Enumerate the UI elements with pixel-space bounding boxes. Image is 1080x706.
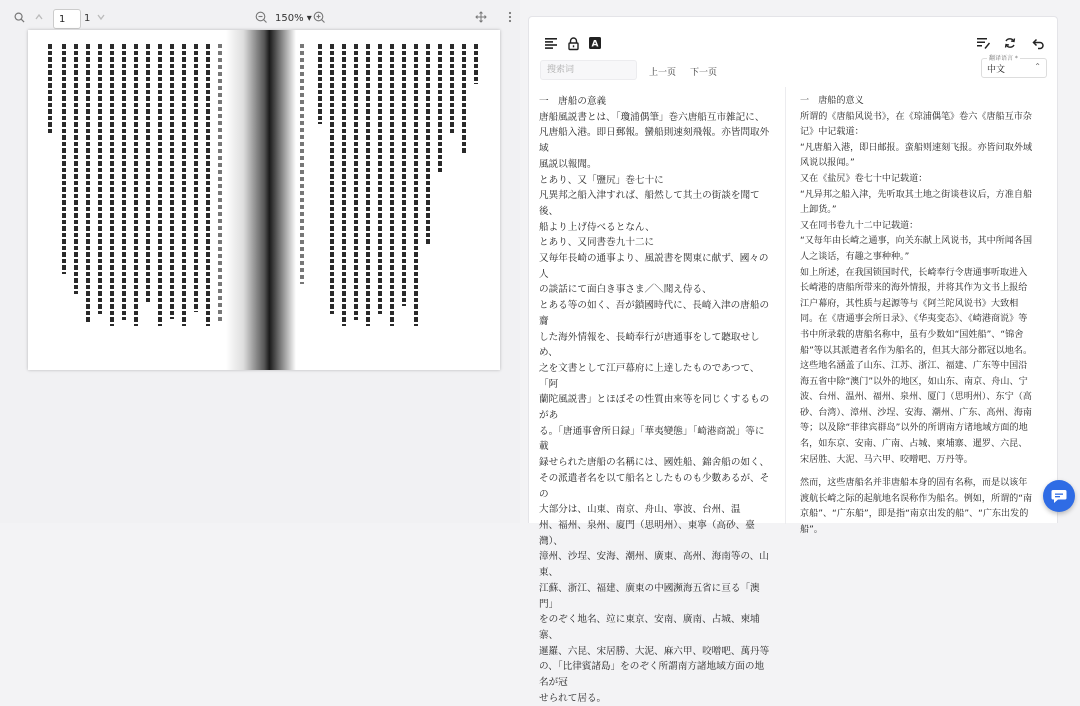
prev-page-icon[interactable] <box>31 9 47 25</box>
language-select-label: 翻译语言 * <box>989 55 1018 62</box>
original-text-column <box>539 94 772 706</box>
original-text-line: 凡異邦之船入津すれば、船然して其土の街談を聞て後、 <box>539 190 760 217</box>
original-text-line: その派遣者名を以て船名としたものも少數あるが、その <box>539 472 770 500</box>
column-divider <box>785 87 786 524</box>
pdf-viewer <box>0 0 520 523</box>
original-text-line: 船より上げ侍べるとなん、 <box>539 221 655 233</box>
original-text-line: の談話にて面白き事さま／＼聞え侍る、 <box>539 284 712 296</box>
align-left-icon[interactable] <box>543 35 559 51</box>
zoom-out-icon[interactable] <box>253 9 269 25</box>
language-value: 中文 <box>987 65 1006 75</box>
original-text-line: 風説以報聞。 <box>539 158 597 170</box>
prev-page-link[interactable]: 上一页 <box>649 68 677 78</box>
search-input[interactable] <box>540 60 637 80</box>
original-text-line: 凡唐船入港。即日郵報。蠻船則速刻飛報。亦皆問取外域 <box>539 127 770 155</box>
original-text-line: の、「比律賓諸島」をのぞく所謂南方諸地域方面の地名が冠 <box>539 661 765 689</box>
original-text-line: 漳州、沙埕、安海、潮州、廣東、高州、海南等の、山東、 <box>539 551 769 579</box>
original-text-line: 暹羅、六昆、宋居勝、大泥、麻六甲、咬噌吧、萬丹等 <box>539 645 770 657</box>
original-text-line: 州、福州、泉州、廈門（思明州）、東寧（高砂、臺灣）、 <box>539 519 755 547</box>
translated-text-paragraph: “又每年由长崎之通事，向关东献上风说书，其中所闻各国人之谈话，有趣之事种种。” <box>800 236 1033 262</box>
more-options-icon[interactable] <box>502 9 518 25</box>
chevron-updown-icon: ⌃ <box>1034 62 1041 71</box>
lock-icon[interactable] <box>565 35 581 51</box>
pdf-page-scan <box>28 30 500 370</box>
refresh-icon[interactable] <box>1002 35 1018 51</box>
original-text-line: した海外情報を、長崎奉行が唐通事をして聽取せしめ、 <box>539 331 760 359</box>
original-text-line: とあり、又同書巻九十二に <box>539 237 655 249</box>
translated-text-paragraph: “凡唐船入港，即日邮报。蛮船则速刻飞报。亦皆问取外域风说以报闻。” <box>800 142 1033 169</box>
sidebar-search-icon[interactable] <box>11 9 27 25</box>
svg-text:A: A <box>591 39 599 50</box>
original-text-line: 又毎年長崎の通事より、風説書を関東に献ず、國々の人 <box>539 253 769 280</box>
translated-text-paragraph: 所谓的《唐船风说书》，在《琼浦偶笔》卷六《唐船互市杂记》中记载道： <box>800 111 1032 138</box>
text-format-icon[interactable] <box>975 35 991 51</box>
translated-text-paragraph: 一 唐船的意义 <box>800 96 864 106</box>
translated-text-column <box>800 94 1036 539</box>
translated-text-paragraph: “凡异邦之船入津，先听取其土地之街谈巷议后，方准自船上卸货。” <box>800 189 1033 216</box>
undo-icon[interactable] <box>1029 35 1045 51</box>
original-text-line: とある等の如く、吾が鎖國時代に、長崎入津の唐船の齎 <box>539 300 770 327</box>
zoom-in-icon[interactable] <box>311 9 327 25</box>
original-text-line: る。「唐通事會所日録」「華夷變態」「崎港商説」等に載 <box>539 425 765 453</box>
translated-text-paragraph: 然而，这些唐船名并非唐船本身的固有名称，而是以该年渡航长崎之际的起航地名误称作为船名。例如，所谓的“南京船”、“广东船”，即是指“南京出发的船”、“广东出发的船”。 <box>800 478 1033 536</box>
original-text-line: 唐船風説書とは、「瓊浦偶筆」巻六唐船互市雑記に、 <box>539 111 765 123</box>
page-total: 1 <box>84 13 91 24</box>
original-text-line: 之を文書として江戸幕府に上達したものであつて、「阿 <box>539 362 760 390</box>
translated-text-paragraph: 又在《盐尻》卷七十中记载道： <box>800 173 928 184</box>
font-icon[interactable] <box>587 35 603 51</box>
original-text-line: とあり、又「鹽尻」巻七十に <box>539 174 664 186</box>
original-text-line: 江蘇、浙江、福建、廣東の中國瀕海五省に亘る「澳門」 <box>539 582 760 610</box>
original-text-line: 一 唐船の意義 <box>539 96 607 107</box>
chat-assistant-button[interactable] <box>1043 480 1075 512</box>
book-spine-shadow <box>226 30 296 370</box>
pan-tool-icon[interactable] <box>473 9 489 25</box>
zoom-level-select[interactable]: 150% ▾ <box>275 13 312 24</box>
translation-panel <box>528 16 1058 704</box>
next-page-link[interactable]: 下一页 <box>690 68 718 78</box>
original-text-line: せられて居る。 <box>539 692 607 704</box>
original-text-line: 録せられた唐船の名稱には、國姓船、錦舍船の如く、 <box>539 457 770 469</box>
page-number-input[interactable] <box>53 9 81 29</box>
original-text-line: 大部分は、山東、南京、舟山、寧波、台州、温 <box>539 504 741 516</box>
original-text-line: 蘭陀風説書」とほぼその性質由來等を同じくするものがあ <box>539 394 770 422</box>
next-page-icon[interactable] <box>93 9 109 25</box>
translated-text-paragraph: 又在同书卷九十二中记载道： <box>800 220 919 231</box>
original-text-line: をのぞく地名、竝に東京、安南、廣南、占城、柬埔寨、 <box>539 614 760 641</box>
translated-text-paragraph: 如上所述，在我国锁国时代，长崎奉行令唐通事听取进入长崎港的唐船所带来的海外情报，并将其作为文书上报给江户幕府，其性质与起源等与《阿兰陀风说书》大致相同。在《唐通事会所日录》、《华夷变态》、《崎港商说》等书中所录载的唐船名称中，虽有少数如“国姓船”、“锦舍船”等以其派遣者名作为船名的，但其大部分都冠以地名。这些地名涵盖了山东、江苏、浙江、福建、广东等中国沿海五省中除“澳门”以外的地区，如山东、南京、舟山、宁波、台州、温州、福州、泉州、厦门（思明州）、东宁（高砂、台湾）、漳州、沙埕、安海、潮州、广东、高州、海南等；以及除“菲律宾群岛”以外的所谓南方诸地域方面的地名，如东京、安南、广南、占城、柬埔寨、暹罗、六昆、宋居胜、大泥、马六甲、咬噌吧、万丹等。 <box>800 267 1033 465</box>
